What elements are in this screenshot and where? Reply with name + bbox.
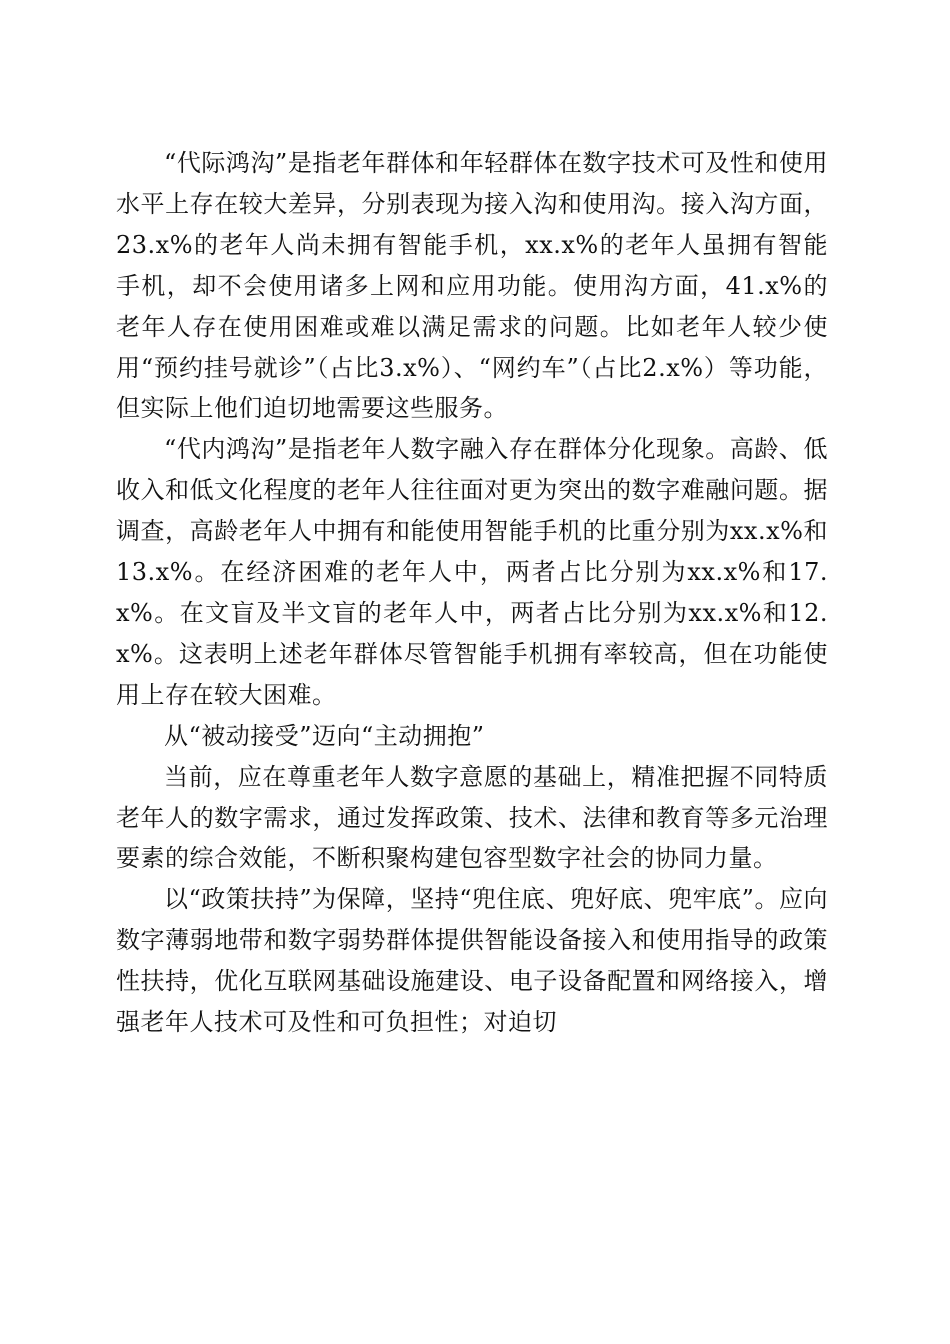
- document-body: [116, 143, 828, 1043]
- paragraph-current-approach: 当前，应在尊重老年人数字意愿的基础上，精准把握不同特质老年人的数字需求，通过发挥政策、技术、法律和教育等多元治理要素的综合效能，不断积聚构建包容型数字社会的协同力量。: [116, 762, 828, 873]
- paragraph-intergenerational-divide: “代际鸿沟”是指老年群体和年轻群体在数字技术可及性和使用水平上存在较大差异，分别表现为接入沟和使用沟。接入沟方面，23.x%的老年人尚未拥有智能手机，xx.x%的老年人虽拥有智能手机，却不会使用诸多上网和应用功能。使用沟方面，41.x%的老年人存在使用困难或难以满足需求的问题。比如老年人较少使用“预约挂号就诊”（占比3.x%）、“网约车”（占比2.x%）等功能，但实际上他们迫切地需要这些服务。: [116, 149, 828, 423]
- paragraph-policy-support: 以“政策扶持”为保障，坚持“兜住底、兜好底、兜牢底”。应向数字薄弱地带和数字弱势群体提供智能设备接入和使用指导的政策性扶持，优化互联网基础设施建设、电子设备配置和网络接入，增强老年人技术可及性和可负担性；对迫切: [116, 885, 828, 1037]
- paragraph-intragenerational-divide: “代内鸿沟”是指老年人数字融入存在群体分化现象。高龄、低收入和低文化程度的老年人往往面对更为突出的数字难融问题。据调查，高龄老年人中拥有和能使用智能手机的比重分别为xx.x%和13.x%。在经济困难的老年人中，两者占比分别为xx.x%和17.x%。在文盲及半文盲的老年人中，两者占比分别为xx.x%和12.x%。这表明上述老年群体尽管智能手机拥有率较高，但在功能使用上存在较大困难。: [116, 435, 828, 709]
- section-heading: 从“被动接受”迈向“主动拥抱”: [164, 721, 485, 750]
